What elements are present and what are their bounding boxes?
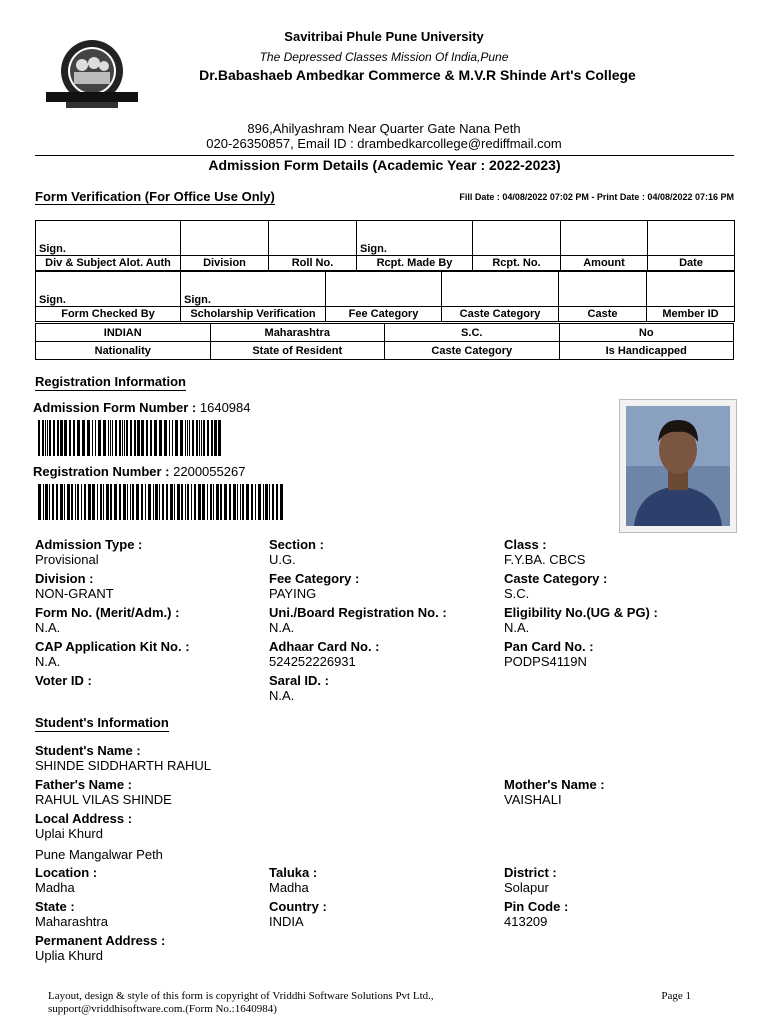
barcode-bar xyxy=(115,420,117,456)
permanent-address-value: Uplia Khurd xyxy=(35,948,103,963)
admission-type-field xyxy=(35,537,265,567)
label-member-id: Member ID xyxy=(647,307,735,322)
saral-id-field xyxy=(269,673,499,703)
barcode-bar xyxy=(77,484,79,520)
sign-cell: Sign. xyxy=(36,272,181,307)
barcode-bar xyxy=(95,420,96,456)
barcode-bar xyxy=(170,484,173,520)
empty-cell xyxy=(473,221,561,256)
permanent-address-label: Permanent Address : xyxy=(35,933,166,948)
barcode-bar xyxy=(242,484,244,520)
barcode-bar xyxy=(220,484,222,520)
barcode-bar xyxy=(265,484,268,520)
state-label: State : xyxy=(35,899,75,914)
district-value: Solapur xyxy=(504,880,549,895)
barcode-bar xyxy=(81,484,82,520)
pincode-value: 413209 xyxy=(504,914,548,929)
barcode-bar xyxy=(130,484,131,520)
form-title: Admission Form Details (Academic Year : 2022-2023) xyxy=(208,157,561,173)
barcode-bar xyxy=(38,484,41,520)
barcode-bar xyxy=(175,420,178,456)
taluka-field xyxy=(269,865,499,895)
fee-category-value: PAYING xyxy=(269,586,317,601)
mother-name-value: VAISHALI xyxy=(504,792,562,807)
father-name-label: Father's Name : xyxy=(35,777,133,792)
label-caste-category: Caste Category xyxy=(442,307,559,322)
empty-cell xyxy=(181,221,269,256)
barcode-bar xyxy=(181,484,183,520)
barcode-bar xyxy=(213,484,214,520)
barcode-bar xyxy=(207,420,209,456)
section-label: Section : xyxy=(269,537,324,552)
barcode-bar xyxy=(134,420,136,456)
barcode-bar xyxy=(148,484,151,520)
header-divider xyxy=(35,155,734,156)
caste-category-value: S.C. xyxy=(385,324,560,342)
barcode-bar xyxy=(53,420,55,456)
eligibility-value: N.A. xyxy=(504,620,530,635)
barcode-bar xyxy=(108,420,109,456)
class-label: Class : xyxy=(504,537,547,552)
pan-field xyxy=(504,639,734,669)
barcode-bar xyxy=(49,420,51,456)
barcode-bar xyxy=(251,484,253,520)
barcode-bar xyxy=(49,484,50,520)
registration-number-row xyxy=(33,464,245,479)
barcode-bar xyxy=(203,420,205,456)
division-label: Division : xyxy=(35,571,94,586)
barcode-bar xyxy=(240,484,241,520)
barcode-bar xyxy=(56,484,58,520)
barcode-bar xyxy=(122,420,123,456)
uni-reg-value: N.A. xyxy=(269,620,295,635)
barcode-bar xyxy=(114,484,117,520)
caste-category-value: S.C. xyxy=(504,586,530,601)
barcode-bar xyxy=(126,420,128,456)
label-rcpt-made-by: Rcpt. Made By xyxy=(357,256,473,271)
voter-id-label: Voter ID : xyxy=(35,673,92,688)
empty-cell xyxy=(559,272,647,307)
barcode-bar xyxy=(187,420,188,456)
barcode-bar xyxy=(127,484,128,520)
barcode-bar xyxy=(45,420,46,456)
barcode-bar xyxy=(130,420,132,456)
barcode-bar xyxy=(103,420,106,456)
barcode-bar xyxy=(164,420,167,456)
label-scholarship-verification: Scholarship Verification xyxy=(181,307,326,322)
pincode-field xyxy=(504,899,734,929)
barcode-bar xyxy=(75,484,76,520)
sign-cell: Sign. xyxy=(181,272,326,307)
nationality-table xyxy=(35,323,734,360)
college-logo xyxy=(44,38,140,110)
barcode-bar xyxy=(192,420,194,456)
state-field xyxy=(35,899,265,929)
local-address-field xyxy=(35,811,495,862)
barcode-bar xyxy=(218,420,221,456)
label-caste: Caste xyxy=(559,307,647,322)
label-date: Date xyxy=(648,256,735,271)
footer-support: support@vriddhisoftware.com.(Form No.:1640984) xyxy=(48,1003,277,1015)
location-value: Madha xyxy=(35,880,75,895)
barcode-bar xyxy=(269,484,270,520)
barcode-bar xyxy=(52,484,54,520)
mission-name: The Depressed Classes Mission Of India,Pune xyxy=(259,50,509,64)
pincode-label: Pin Code : xyxy=(504,899,569,914)
barcode-bar xyxy=(137,420,140,456)
barcode-bar xyxy=(210,484,212,520)
barcode-bar xyxy=(199,420,200,456)
barcode-bar xyxy=(258,484,261,520)
empty-cell xyxy=(442,272,559,307)
taluka-label: Taluka : xyxy=(269,865,318,880)
barcode-bar xyxy=(159,484,160,520)
barcode-bar xyxy=(43,484,44,520)
barcode-bar xyxy=(155,484,158,520)
label-fee-category: Fee Category xyxy=(326,307,442,322)
form-no-label: Form No. (Merit/Adm.) : xyxy=(35,605,180,620)
admission-form-number-value: 1640984 xyxy=(199,400,251,415)
barcode-bar xyxy=(211,420,213,456)
barcode-bar xyxy=(60,484,63,520)
barcode-bar xyxy=(280,484,283,520)
local-address-line-2: Pune Mangalwar Peth xyxy=(35,847,163,862)
barcode-bar xyxy=(42,420,44,456)
label-div-subject: Div & Subject Alot. Auth xyxy=(36,256,181,271)
barcode-bar xyxy=(112,420,113,456)
voter-id-field xyxy=(35,673,265,688)
country-value: INDIA xyxy=(269,914,304,929)
adhaar-field xyxy=(269,639,499,669)
fee-category-label: Fee Category : xyxy=(269,571,360,586)
label-amount: Amount xyxy=(561,256,648,271)
college-name: Dr.Babashaeb Ambedkar Commerce & M.V.R Shinde Art's College xyxy=(199,67,636,83)
uni-reg-field xyxy=(269,605,499,635)
mother-name-field xyxy=(504,777,734,807)
barcode-bar xyxy=(123,484,126,520)
location-label: Location : xyxy=(35,865,98,880)
barcode-bar xyxy=(255,484,256,520)
location-field xyxy=(35,865,265,895)
is-handicapped-label: Is Handicapped xyxy=(559,342,734,360)
barcode-bar xyxy=(69,420,71,456)
class-field xyxy=(504,537,734,567)
barcode-bar xyxy=(57,420,59,456)
district-label: District : xyxy=(504,865,557,880)
barcode-bar xyxy=(77,420,80,456)
barcode-bar xyxy=(141,420,144,456)
barcode-bar xyxy=(187,484,189,520)
uni-reg-label: Uni./Board Registration No. : xyxy=(269,605,447,620)
barcode-bar xyxy=(84,484,86,520)
empty-cell xyxy=(648,221,735,256)
label-roll-no: Roll No. xyxy=(269,256,357,271)
barcode-bar xyxy=(103,484,104,520)
barcode-bar xyxy=(82,420,85,456)
barcode-bar xyxy=(60,420,63,456)
barcode-bar xyxy=(233,484,236,520)
eligibility-field xyxy=(504,605,734,635)
admission-form-number-row xyxy=(33,400,251,415)
form-no-value: N.A. xyxy=(35,620,61,635)
barcode-bar xyxy=(224,484,227,520)
state-of-resident-label: State of Resident xyxy=(210,342,385,360)
caste-category-field xyxy=(504,571,734,601)
barcode-bar xyxy=(180,420,183,456)
office-use-table-1 xyxy=(35,220,735,271)
barcode-bar xyxy=(45,484,48,520)
barcode-bar xyxy=(202,484,205,520)
barcode-bar xyxy=(198,484,201,520)
barcode-bar xyxy=(98,420,101,456)
student-info-title: Student's Information xyxy=(35,715,169,730)
adhaar-label: Adhaar Card No. : xyxy=(269,639,380,654)
college-address: 896,Ahilyashram Near Quarter Gate Nana Peth xyxy=(247,121,521,136)
office-use-table-2 xyxy=(35,271,735,322)
barcode-bar xyxy=(174,484,175,520)
local-address-label: Local Address : xyxy=(35,811,133,826)
state-of-resident-value: Maharashtra xyxy=(210,324,385,342)
barcode-bar xyxy=(119,420,121,456)
empty-cell xyxy=(561,221,648,256)
barcode-bar xyxy=(38,420,40,456)
father-name-value: RAHUL VILAS SHINDE xyxy=(35,792,172,807)
barcode-bar xyxy=(100,484,102,520)
cap-kit-field xyxy=(35,639,265,669)
registration-number-value: 2200055267 xyxy=(173,464,246,479)
pan-value: PODPS4119N xyxy=(504,654,587,669)
student-name-field xyxy=(35,743,495,773)
fee-category-field xyxy=(269,571,499,601)
barcode-bar xyxy=(189,420,190,456)
barcode-bar xyxy=(246,484,249,520)
barcode-bar xyxy=(185,484,186,520)
registration-barcode xyxy=(38,484,286,520)
college-contact: 020-26350857, Email ID : drambedkarcollege@rediffmail.com xyxy=(206,136,562,151)
eligibility-label: Eligibility No.(UG & PG) : xyxy=(504,605,658,620)
class-value: F.Y.BA. CBCS xyxy=(504,552,586,567)
admission-type-value: Provisional xyxy=(35,552,99,567)
section-field xyxy=(269,537,499,567)
barcode-bar xyxy=(136,484,139,520)
label-form-checked-by: Form Checked By xyxy=(36,307,181,322)
fill-print-dates: Fill Date : 04/08/2022 07:02 PM - Print Date : 04/08/2022 07:16 PM xyxy=(459,192,734,202)
barcode-bar xyxy=(97,484,98,520)
barcode-bar xyxy=(146,420,148,456)
barcode-bar xyxy=(47,420,48,456)
state-value: Maharashtra xyxy=(35,914,108,929)
barcode-bar xyxy=(214,420,217,456)
barcode-bar xyxy=(229,484,231,520)
barcode-bar xyxy=(71,484,73,520)
mother-name-label: Mother's Name : xyxy=(504,777,605,792)
barcode-bar xyxy=(263,484,264,520)
barcode-bar xyxy=(110,484,112,520)
sign-cell: Sign. xyxy=(36,221,181,256)
barcode-bar xyxy=(153,484,154,520)
barcode-bar xyxy=(166,484,168,520)
barcode-bar xyxy=(150,420,152,456)
cap-kit-value: N.A. xyxy=(35,654,61,669)
sign-cell: Sign. xyxy=(357,221,473,256)
barcode-bar xyxy=(64,484,65,520)
barcode-bar xyxy=(64,420,67,456)
footer-copyright: Layout, design & style of this form is copyright of Vriddhi Software Solutions Pvt Ltd., xyxy=(48,990,434,1002)
barcode-bar xyxy=(73,420,75,456)
student-name-label: Student's Name : xyxy=(35,743,141,758)
barcode-bar xyxy=(185,420,186,456)
barcode-bar xyxy=(196,420,198,456)
cap-kit-label: CAP Application Kit No. : xyxy=(35,639,190,654)
empty-cell xyxy=(326,272,442,307)
division-field xyxy=(35,571,265,601)
barcode-bar xyxy=(272,484,274,520)
label-rcpt-no: Rcpt. No. xyxy=(473,256,561,271)
barcode-bar xyxy=(145,484,146,520)
caste-category-label: Caste Category : xyxy=(504,571,608,586)
barcode-bar xyxy=(87,420,90,456)
barcode-bar xyxy=(88,484,91,520)
admission-barcode xyxy=(38,420,224,456)
empty-cell xyxy=(269,221,357,256)
adhaar-value: 524252226931 xyxy=(269,654,356,669)
barcode-bar xyxy=(194,484,196,520)
pan-label: Pan Card No. : xyxy=(504,639,594,654)
district-field xyxy=(504,865,734,895)
barcode-bar xyxy=(92,484,95,520)
registration-title: Registration Information xyxy=(35,374,186,389)
barcode-bar xyxy=(172,420,173,456)
student-name-value: SHINDE SIDDHARTH RAHUL xyxy=(35,758,212,773)
father-name-field xyxy=(35,777,495,807)
nationality-label: Nationality xyxy=(36,342,211,360)
country-field xyxy=(269,899,499,929)
barcode-bar xyxy=(92,420,93,456)
page-number: Page 1 xyxy=(661,990,691,1002)
permanent-address-field xyxy=(35,933,495,963)
caste-category-label: Caste Category xyxy=(385,342,560,360)
barcode-bar xyxy=(191,484,192,520)
barcode-bar xyxy=(216,484,219,520)
barcode-bar xyxy=(106,484,109,520)
barcode-bar xyxy=(201,420,202,456)
barcode-bar xyxy=(67,484,70,520)
division-value: NON-GRANT xyxy=(35,586,114,601)
barcode-bar xyxy=(177,484,180,520)
barcode-bar xyxy=(119,484,121,520)
form-no-field xyxy=(35,605,265,635)
local-address-line-1: Uplai Khurd xyxy=(35,826,103,841)
nationality-value: INDIAN xyxy=(36,324,211,342)
empty-cell xyxy=(647,272,735,307)
label-division: Division xyxy=(181,256,269,271)
section-value: U.G. xyxy=(269,552,296,567)
barcode-bar xyxy=(207,484,208,520)
registration-number-label: Registration Number : xyxy=(33,464,170,479)
barcode-bar xyxy=(169,420,170,456)
verification-title: Form Verification (For Office Use Only) xyxy=(35,189,275,204)
admission-form-number-label: Admission Form Number : xyxy=(33,400,197,415)
barcode-bar xyxy=(237,484,238,520)
barcode-bar xyxy=(110,420,111,456)
saral-id-value: N.A. xyxy=(269,688,295,703)
barcode-bar xyxy=(124,420,125,456)
student-photo xyxy=(619,399,737,533)
barcode-bar xyxy=(141,484,143,520)
university-name: Savitribai Phule Pune University xyxy=(284,29,484,44)
barcode-bar xyxy=(162,484,164,520)
is-handicapped-value: No xyxy=(559,324,734,342)
barcode-bar xyxy=(159,420,162,456)
barcode-bar xyxy=(132,484,134,520)
admission-type-label: Admission Type : xyxy=(35,537,143,552)
country-label: Country : xyxy=(269,899,327,914)
barcode-bar xyxy=(276,484,278,520)
barcode-bar xyxy=(154,420,157,456)
saral-id-label: Saral ID. : xyxy=(269,673,329,688)
taluka-value: Madha xyxy=(269,880,309,895)
